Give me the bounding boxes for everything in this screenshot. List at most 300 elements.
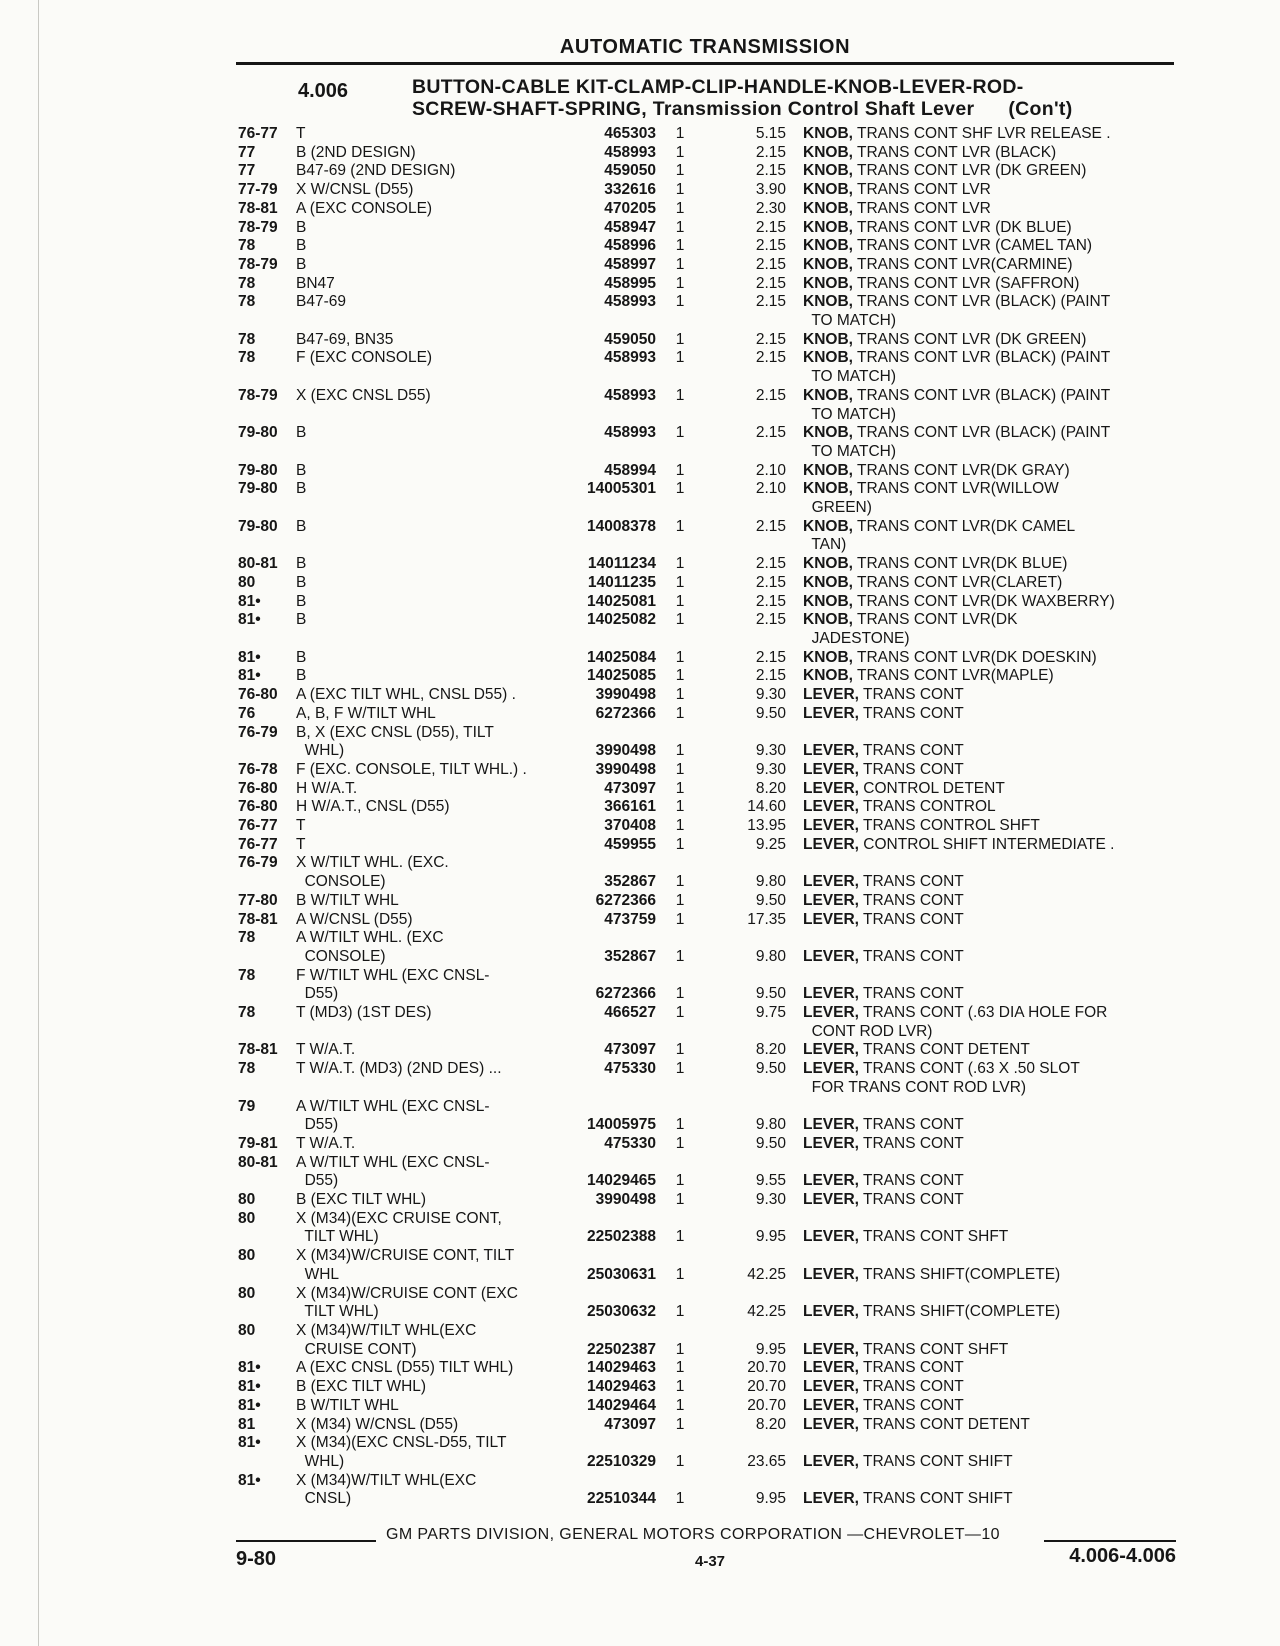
parts-row	[238, 480, 1178, 499]
part-name-keyword: LEVER,	[803, 1134, 859, 1152]
application-description: T W/A.T.	[296, 1041, 356, 1059]
model-year: 79	[238, 1097, 256, 1115]
application-description: A W/TILT WHL (EXC CNSL-	[296, 1097, 490, 1115]
application-description: A, B, F W/TILT WHL	[296, 704, 436, 722]
part-name-detail: JADESTONE)	[803, 629, 910, 647]
parts-row	[238, 611, 1178, 630]
quantity: 1	[675, 386, 685, 404]
parts-row	[238, 200, 1178, 219]
quantity: 1	[675, 742, 685, 760]
quantity: 1	[675, 424, 685, 442]
price: 14.60	[747, 798, 786, 816]
footer-publisher: GM PARTS DIVISION, GENERAL MOTORS CORPORATION —CHEVROLET—10	[386, 1526, 1000, 1543]
quantity: 1	[675, 181, 685, 199]
parts-row	[238, 742, 1178, 761]
quantity: 1	[675, 798, 685, 816]
part-name-detail: TO MATCH)	[803, 368, 896, 386]
quantity: 1	[675, 1172, 685, 1190]
parts-row	[238, 593, 1178, 612]
part-name	[803, 1303, 1168, 1322]
parts-row	[238, 630, 1178, 649]
part-name	[803, 1135, 1168, 1154]
quantity: 1	[675, 1378, 685, 1396]
application-description: B	[296, 667, 307, 685]
part-name-detail: TRANS CONT (.63 X .50 SLOT	[863, 1060, 1080, 1078]
price: 2.15	[755, 424, 786, 442]
application-description: B	[296, 480, 307, 498]
price: 2.15	[755, 237, 786, 255]
part-name	[803, 593, 1168, 612]
application-description: B W/TILT WHL	[296, 1396, 399, 1414]
application-description: T W/A.T. (MD3) (2ND DES) ...	[296, 1060, 502, 1078]
part-name	[803, 761, 1168, 780]
model-year: 78	[238, 1060, 256, 1078]
model-year: 76-80	[238, 779, 278, 797]
parts-row	[238, 948, 1178, 967]
model-year: 80-81	[238, 555, 278, 573]
quantity: 1	[675, 760, 685, 778]
parts-row	[238, 1210, 1178, 1229]
application-description: CRUISE CONT)	[296, 1340, 417, 1358]
part-name-keyword: LEVER,	[803, 835, 859, 853]
part-name-keyword: LEVER,	[803, 817, 859, 835]
price: 2.15	[755, 162, 786, 180]
price: 2.30	[755, 199, 786, 217]
parts-row	[238, 162, 1178, 181]
part-name	[803, 144, 1168, 163]
section-title	[412, 76, 1172, 120]
parts-row	[238, 275, 1178, 294]
part-name	[803, 331, 1168, 350]
price: 20.70	[747, 1359, 786, 1377]
parts-row	[238, 798, 1178, 817]
part-name-detail: TRANS CONT LVR(DK CAMEL	[856, 517, 1076, 535]
part-name-keyword: LEVER,	[803, 1172, 859, 1190]
application-description: B	[296, 573, 307, 591]
part-name	[803, 387, 1168, 406]
price: 2.15	[755, 143, 786, 161]
application-description: D55)	[296, 985, 339, 1003]
part-name-keyword: LEVER,	[803, 1191, 859, 1209]
part-name	[803, 200, 1168, 219]
parts-row	[238, 331, 1178, 350]
part-name	[803, 219, 1168, 238]
application-description: D55)	[296, 1172, 339, 1190]
part-name-keyword: LEVER,	[803, 1041, 859, 1059]
quantity: 1	[675, 667, 685, 685]
model-year: 77	[238, 143, 256, 161]
quantity: 1	[675, 555, 685, 573]
part-name	[803, 181, 1168, 200]
footer-rule-left	[236, 1540, 376, 1542]
model-year: 76-77	[238, 125, 278, 142]
price: 2.15	[755, 274, 786, 292]
price: 9.50	[755, 985, 786, 1003]
model-year: 78	[238, 1004, 256, 1022]
part-name-detail: GREEN)	[803, 499, 872, 517]
parts-row	[238, 1341, 1178, 1360]
part-name-detail: TRANS CONT	[863, 742, 964, 760]
parts-row	[238, 1397, 1178, 1416]
part-name	[803, 1341, 1168, 1360]
model-year: 79-80	[238, 461, 278, 479]
part-name-keyword: LEVER,	[803, 1359, 859, 1377]
part-name	[803, 518, 1168, 537]
part-number: 3990498	[595, 742, 656, 760]
part-name-detail: TRANS CONT LVR(CARMINE)	[856, 255, 1073, 273]
part-number: 14025082	[587, 611, 656, 629]
model-year: 79-80	[238, 424, 278, 442]
price: 2.15	[755, 592, 786, 610]
parts-row	[238, 1023, 1178, 1042]
application-description: X (M34) W/CNSL (D55)	[296, 1415, 459, 1433]
model-year: 78-79	[238, 255, 278, 273]
parts-row	[238, 1247, 1178, 1266]
part-name-keyword: LEVER,	[803, 910, 859, 928]
application-description: WHL)	[296, 742, 345, 760]
price: 9.30	[755, 686, 786, 704]
quantity: 1	[675, 218, 685, 236]
quantity: 1	[675, 1004, 685, 1022]
part-name	[803, 162, 1168, 181]
part-name-detail: TRANS CONT	[863, 1134, 964, 1152]
part-name-detail: TO MATCH)	[803, 312, 896, 330]
price: 9.80	[755, 873, 786, 891]
part-number: 14011235	[587, 573, 656, 591]
application-description: X W/TILT WHL. (EXC.	[296, 854, 449, 872]
application-description: F (EXC. CONSOLE, TILT WHL.) .	[296, 760, 527, 778]
application-description: X (M34)W/TILT WHL(EXC	[296, 1471, 477, 1489]
part-name-detail: TRANS CONT SHF LVR RELEASE .	[856, 125, 1111, 142]
part-number: 466527	[604, 1004, 656, 1022]
part-name-keyword: KNOB,	[803, 199, 853, 217]
price: 9.30	[755, 1191, 786, 1209]
parts-row	[238, 967, 1178, 986]
part-name-detail: TRANS CONT	[863, 1359, 964, 1377]
application-description: A W/TILT WHL (EXC CNSL-	[296, 1153, 490, 1171]
model-year: 81	[238, 1415, 256, 1433]
parts-row	[238, 555, 1178, 574]
footer-page-number: 4-37	[694, 1553, 726, 1570]
part-name	[803, 574, 1168, 593]
model-year: 78-81	[238, 1041, 278, 1059]
quantity: 1	[675, 349, 685, 367]
application-description: WHL)	[296, 1452, 345, 1470]
application-description: T W/A.T.	[296, 1134, 356, 1152]
section-number: 4.006	[298, 80, 349, 102]
part-name	[803, 256, 1168, 275]
model-year: 80	[238, 1191, 256, 1209]
part-name-keyword: KNOB,	[803, 218, 853, 236]
part-name-detail: TRANS CONT	[863, 910, 964, 928]
part-name	[803, 667, 1168, 686]
model-year: 80-81	[238, 1153, 278, 1171]
part-name	[803, 686, 1168, 705]
quantity: 1	[675, 947, 685, 965]
parts-row	[238, 518, 1178, 537]
part-name	[803, 1266, 1168, 1285]
application-description: A (EXC TILT WHL, CNSL D55) .	[296, 686, 516, 704]
parts-row	[238, 1303, 1178, 1322]
model-year: 78	[238, 274, 256, 292]
price: 5.15	[755, 125, 786, 142]
quantity: 1	[675, 611, 685, 629]
part-name-keyword: LEVER,	[803, 891, 859, 909]
part-name-detail: CONTROL SHIFT INTERMEDIATE .	[863, 835, 1115, 853]
model-year: 78	[238, 966, 256, 984]
part-name-keyword: LEVER,	[803, 760, 859, 778]
part-number: 370408	[604, 817, 656, 835]
parts-row	[238, 462, 1178, 481]
parts-row	[238, 1416, 1178, 1435]
parts-row	[238, 761, 1178, 780]
part-name	[803, 1416, 1168, 1435]
price: 13.95	[747, 817, 786, 835]
part-number: 3990498	[595, 686, 656, 704]
quantity: 1	[675, 162, 685, 180]
part-name-keyword: KNOB,	[803, 611, 853, 629]
part-name-keyword: KNOB,	[803, 461, 853, 479]
part-name-detail: CONTROL DETENT	[863, 779, 1005, 797]
model-year: 80	[238, 1284, 256, 1302]
part-number: 14029463	[587, 1378, 656, 1396]
part-number: 25030631	[587, 1265, 656, 1283]
part-name-detail: TRANS CONT	[863, 1191, 964, 1209]
model-year: 76-78	[238, 760, 278, 778]
application-description: T	[296, 125, 306, 142]
parts-row	[238, 836, 1178, 855]
part-name	[803, 462, 1168, 481]
price: 2.15	[755, 255, 786, 273]
parts-row	[238, 724, 1178, 743]
model-year: 77-79	[238, 181, 278, 199]
price: 9.25	[755, 835, 786, 853]
quantity: 1	[675, 293, 685, 311]
quantity: 1	[675, 461, 685, 479]
application-description: H W/A.T.	[296, 779, 358, 797]
model-year: 76-80	[238, 686, 278, 704]
parts-row	[238, 1453, 1178, 1472]
quantity: 1	[675, 1490, 685, 1508]
application-description: X W/CNSL (D55)	[296, 181, 414, 199]
price: 2.15	[755, 667, 786, 685]
parts-row	[238, 443, 1178, 462]
part-name-detail: TRANS CONT LVR (DK BLUE)	[856, 218, 1072, 236]
part-number: 3990498	[595, 760, 656, 778]
part-name-keyword: LEVER,	[803, 686, 859, 704]
price: 2.15	[755, 349, 786, 367]
part-name	[803, 1060, 1168, 1079]
model-year: 79-80	[238, 517, 278, 535]
application-description: CONSOLE)	[296, 947, 386, 965]
model-year: 79-80	[238, 480, 278, 498]
parts-row	[238, 854, 1178, 873]
parts-row	[238, 1135, 1178, 1154]
parts-row	[238, 1041, 1178, 1060]
model-year: 76-79	[238, 723, 278, 741]
application-description: WHL	[296, 1265, 340, 1283]
parts-row	[238, 1191, 1178, 1210]
part-name	[803, 1191, 1168, 1210]
part-name	[803, 406, 1168, 425]
part-name-detail: TRANS CONT LVR	[856, 181, 991, 199]
part-name	[803, 480, 1168, 499]
quantity: 1	[675, 255, 685, 273]
application-description: X (M34)W/TILT WHL(EXC	[296, 1322, 477, 1339]
part-number: 14025084	[587, 648, 656, 666]
application-description: F (EXC CONSOLE)	[296, 349, 433, 367]
price: 9.55	[755, 1172, 786, 1190]
footer-rule-right	[1044, 1540, 1176, 1542]
price: 9.30	[755, 760, 786, 778]
model-year: 76-79	[238, 854, 278, 872]
quantity: 1	[675, 779, 685, 797]
model-year: 76-77	[238, 835, 278, 853]
parts-row	[238, 1116, 1178, 1135]
application-description: D55)	[296, 1116, 339, 1134]
parts-row	[238, 293, 1178, 312]
part-number: 458997	[604, 255, 656, 273]
model-year: 81•	[238, 1471, 261, 1489]
part-number: 14011234	[587, 555, 656, 573]
part-name-keyword: LEVER,	[803, 1452, 859, 1470]
page-title: AUTOMATIC TRANSMISSION	[559, 36, 851, 58]
parts-row	[238, 144, 1178, 163]
price: 9.95	[755, 1340, 786, 1358]
part-number: 14029464	[587, 1396, 656, 1414]
price: 20.70	[747, 1396, 786, 1414]
model-year: 78	[238, 293, 256, 311]
part-name-keyword: LEVER,	[803, 1490, 859, 1508]
model-year: 78	[238, 237, 256, 255]
quantity: 1	[675, 648, 685, 666]
part-name-detail: TRANS CONT DETENT	[863, 1415, 1030, 1433]
parts-row	[238, 536, 1178, 555]
application-description: TILT WHL)	[296, 1228, 379, 1246]
quantity: 1	[675, 330, 685, 348]
part-number: 25030632	[587, 1303, 656, 1321]
parts-row	[238, 780, 1178, 799]
part-name-keyword: LEVER,	[803, 947, 859, 965]
parts-row	[238, 929, 1178, 948]
part-name-keyword: KNOB,	[803, 162, 853, 180]
quantity: 1	[675, 237, 685, 255]
part-name	[803, 611, 1168, 630]
part-number: 6272366	[595, 704, 656, 722]
model-year: 80	[238, 1247, 256, 1265]
price: 2.15	[755, 293, 786, 311]
parts-row	[238, 1004, 1178, 1023]
part-number: 22502388	[587, 1228, 656, 1246]
part-name	[803, 1359, 1168, 1378]
model-year: 76-80	[238, 798, 278, 816]
part-name-detail: TRANS CONT	[863, 1378, 964, 1396]
model-year: 77-80	[238, 891, 278, 909]
application-description: B	[296, 237, 307, 255]
price: 2.15	[755, 611, 786, 629]
application-description: T (MD3) (1ST DES)	[296, 1004, 432, 1022]
model-year: 78-81	[238, 199, 278, 217]
application-description: B	[296, 592, 307, 610]
part-name-keyword: LEVER,	[803, 704, 859, 722]
part-name-detail: TRANS CONTROL	[863, 798, 996, 816]
application-description: B47-69 (2ND DESIGN)	[296, 162, 456, 180]
part-name-keyword: KNOB,	[803, 667, 853, 685]
quantity: 1	[675, 1415, 685, 1433]
parts-row	[238, 1359, 1178, 1378]
application-description: B	[296, 648, 307, 666]
part-name-detail: TRANS CONT	[863, 704, 964, 722]
part-name-keyword: KNOB,	[803, 424, 853, 442]
part-name-keyword: KNOB,	[803, 349, 853, 367]
application-description: F W/TILT WHL (EXC CNSL-	[296, 966, 490, 984]
part-number: 14029465	[587, 1172, 656, 1190]
part-number: 6272366	[595, 891, 656, 909]
parts-row	[238, 1322, 1178, 1341]
part-name-keyword: LEVER,	[803, 985, 859, 1003]
part-number: 14029463	[587, 1359, 656, 1377]
part-number: 470205	[604, 199, 656, 217]
part-name	[803, 742, 1168, 761]
quantity: 1	[675, 817, 685, 835]
model-year: 81•	[238, 1396, 261, 1414]
parts-row	[238, 705, 1178, 724]
part-name-keyword: LEVER,	[803, 1340, 859, 1358]
part-number: 6272366	[595, 985, 656, 1003]
part-number: 458993	[604, 293, 656, 311]
application-description: T	[296, 817, 306, 835]
parts-row	[238, 1060, 1178, 1079]
part-name-keyword: LEVER,	[803, 779, 859, 797]
part-number: 22502387	[587, 1340, 656, 1358]
application-description: H W/A.T., CNSL (D55)	[296, 798, 450, 816]
application-description: B	[296, 218, 307, 236]
price: 9.75	[755, 1004, 786, 1022]
part-name-detail: TRANS CONT LVR (BLACK) (PAINT	[856, 424, 1111, 442]
quantity: 1	[675, 704, 685, 722]
part-number: 14008378	[587, 517, 656, 535]
parts-row	[238, 181, 1178, 200]
parts-row	[238, 1079, 1178, 1098]
model-year: 79-81	[238, 1134, 278, 1152]
part-number: 352867	[604, 947, 656, 965]
part-number: 332616	[604, 181, 656, 199]
price: 9.50	[755, 891, 786, 909]
parts-row	[238, 1228, 1178, 1247]
part-name-keyword: LEVER,	[803, 742, 859, 760]
price: 9.50	[755, 1134, 786, 1152]
parts-row	[238, 911, 1178, 930]
part-name-keyword: KNOB,	[803, 125, 853, 142]
part-number: 459050	[604, 162, 656, 180]
model-year: 76-77	[238, 817, 278, 835]
application-description: B	[296, 424, 307, 442]
part-number: 458996	[604, 237, 656, 255]
part-name	[803, 780, 1168, 799]
parts-row	[238, 817, 1178, 836]
part-name	[803, 817, 1168, 836]
model-year: 81•	[238, 592, 261, 610]
parts-row	[238, 219, 1178, 238]
application-description: X (M34)(EXC CNSL-D55, TILT	[296, 1434, 507, 1452]
part-name-keyword: LEVER,	[803, 1378, 859, 1396]
quantity: 1	[675, 1191, 685, 1209]
part-name-detail: TRANS CONT	[863, 891, 964, 909]
footer-section-range: 4.006-4.006	[1069, 1545, 1176, 1567]
parts-row	[238, 1472, 1178, 1491]
part-name-detail: TRANS CONT LVR(DK WAXBERRY)	[856, 592, 1115, 610]
quantity: 1	[675, 1116, 685, 1134]
